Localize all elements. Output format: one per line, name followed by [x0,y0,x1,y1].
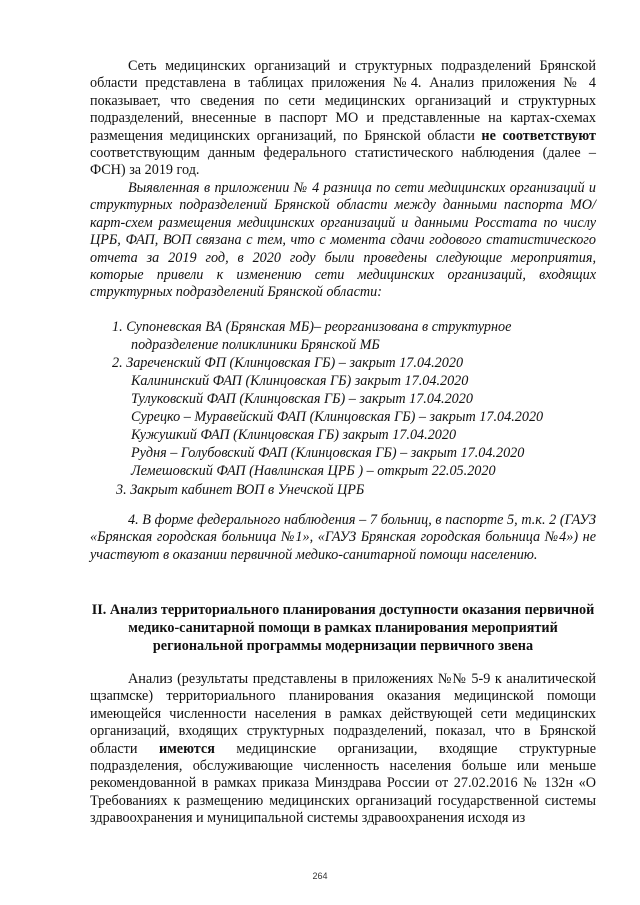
paragraph-text: медицинские организации, входящие структурные подразделения, обслуживающие численность населения больше или меньше рекомендованной в рамках приказа Минздрава России от 27.02.2016 № 132н «О Требованиях к размещению медицинских организаций государственной системы здравоохранения и муниципальной системы здравоохранения исходя из [90,740,596,827]
list-subitem: Кужушкий ФАП (Клинцовская ГБ) закрыт 17.04.2020 [131,427,457,443]
bold-phrase: не соответствуют [481,127,596,144]
paragraph-territorial-analysis [90,671,596,828]
list-subitem: Рудня – Голубовский ФАП (Клинцовская ГБ) – закрыт 17.04.2020 [131,445,525,461]
paragraph-difference-explanation: Выявленная в приложении № 4 разница по сети медицинских организаций и структурных подразделений Брянской области между данными паспорта МО/карт-схем размещения медицинских организаций и данными Росстата по числу ЦРБ, ФАП, ВОП связана с тем, что с момента сдачи годового статистического отчета за 2019 год, в 2020 году были проведены следующие мероприятия, которые привели к изменению сети медицинских организаций, входящих структурных подразделений Брянской области: [90,180,596,301]
page-number: 264 [312,871,328,881]
list-subitem: Лемешовский ФАП (Навлинская ЦРБ ) – открыт 22.05.2020 [131,463,496,479]
paragraph-federal-observation: 4. В форме федерального наблюдения – 7 больниц, в паспорте 5, т.к. 2 (ГАУЗ «Брянская городская больница №1», «ГАУЗ Брянская городская больница №4») не участвуют в оказании первичной медико-санитарной помощи населению. [90,512,596,563]
list-item-2: 2. Зареченский ФП (Клинцовская ГБ) – закрыт 17.04.2020 [112,355,464,371]
list-item-1: 1. Супоневская ВА (Брянская МБ)– реорганизована в структурное [112,319,512,335]
paragraph-text: Сеть медицинских организаций и структурных подразделений Брянской области представлена в таблицах приложения №4. Анализ приложения № 4 показывает, что сведения по сети медицинских организаций и структурных подразделений, внесенные в паспорт МО и представленные на картах-схемах размещения медицинских организаций, по Брянской области [90,58,596,144]
list-item-1-cont: подразделение поликлиники Брянской МБ [131,337,380,353]
bold-phrase: имеются [158,740,215,757]
paragraph-network-summary [90,58,596,180]
paragraph-text: соответствующим данным федерального статистического наблюдения (далее – ФСН) за 2019 год. [90,145,596,179]
list-subitem: Тулуковский ФАП (Клинцовская ГБ) – закрыт 17.04.2020 [131,391,473,407]
list-item-3: 3. Закрыт кабинет ВОП в Унечской ЦРБ [116,482,365,498]
list-subitem: Калининский ФАП (Клинцовская ГБ) закрыт 17.04.2020 [131,373,469,389]
paragraph-text: Анализ (результаты представлены в приложениях №№ 5-9 к аналитической щзапмске) территориального планирования оказания медицинской помощи имеющейся численности населения в рамках действующей сети медицинских организаций, входящих структурных подразделений, показал, что в Брянской области [90,671,596,757]
list-subitem: Сурецко – Муравейский ФАП (Клинцовская ГБ) – закрыт 17.04.2020 [131,409,544,425]
section-heading: II. Анализ территориального планирования доступности оказания первичной медико-санитарной помощи в рамках планирования мероприятий региональной программы модернизации первичного звена [91,602,595,654]
